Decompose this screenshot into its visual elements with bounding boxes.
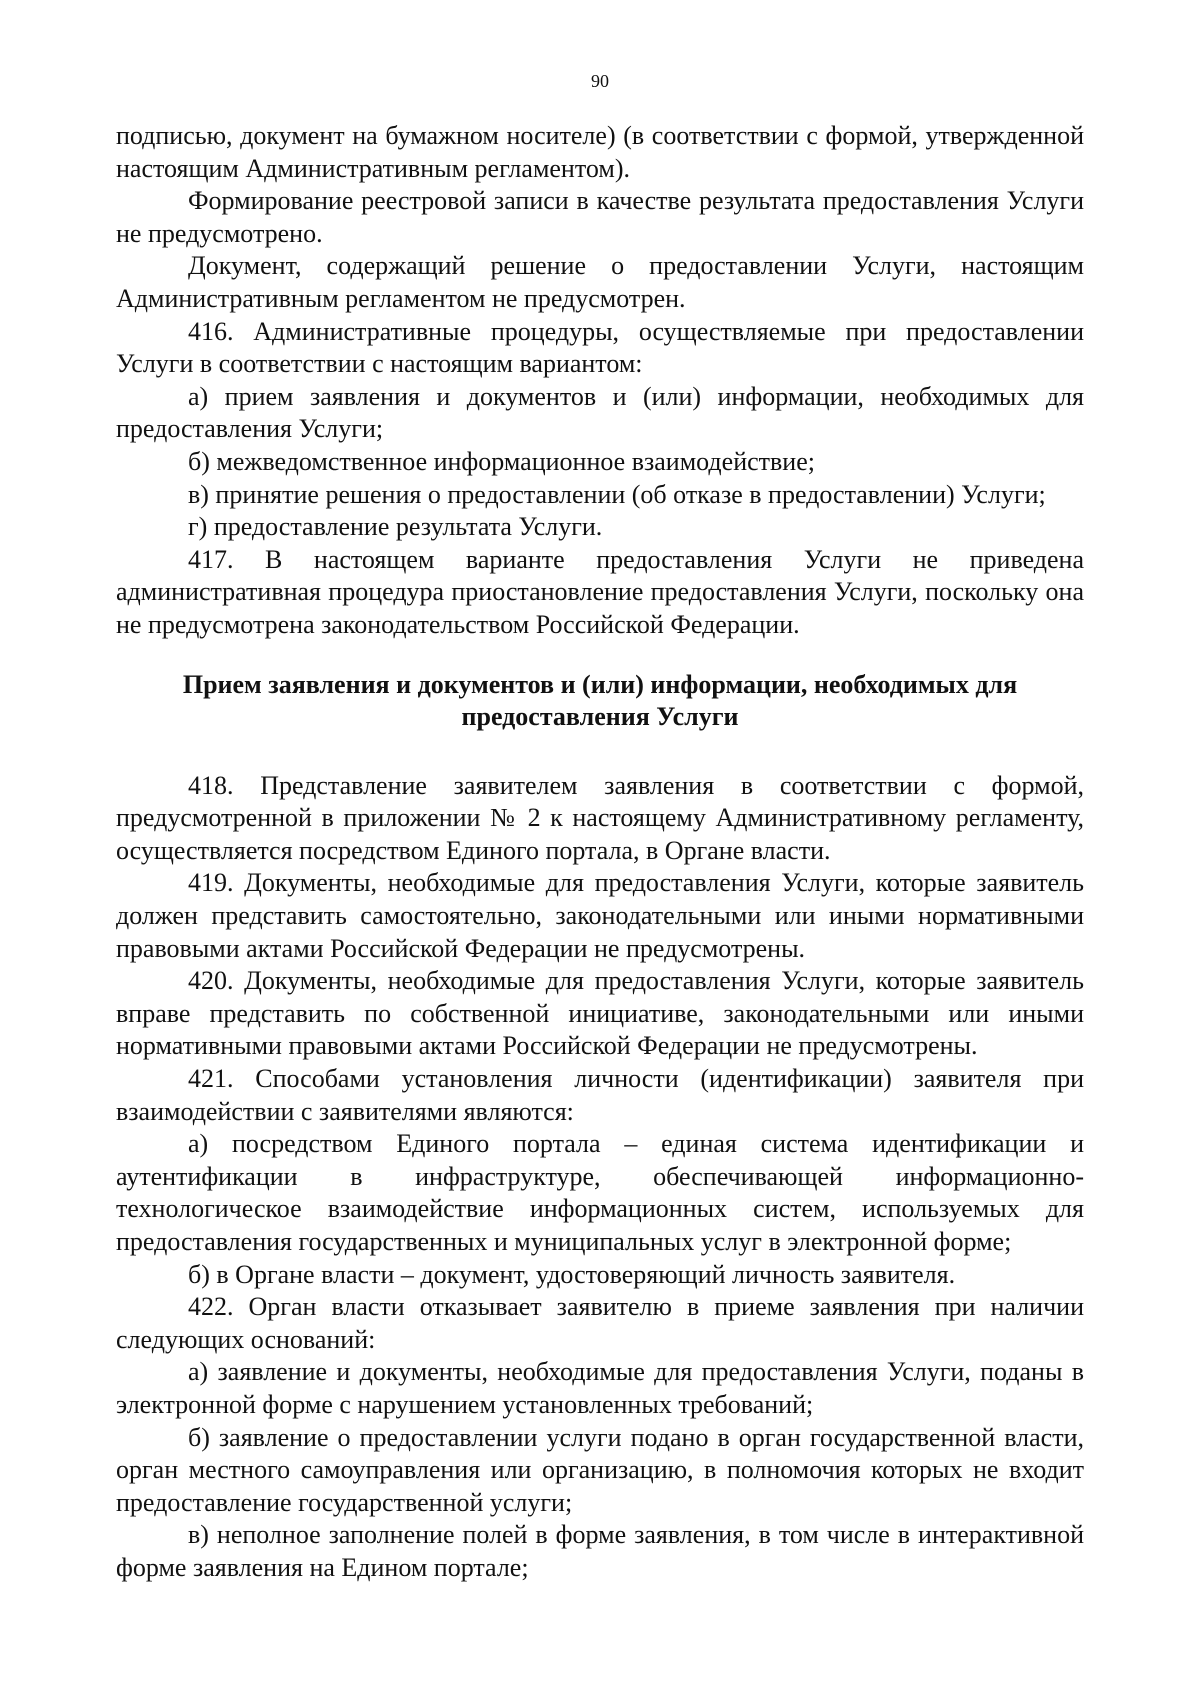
list-item: б) заявление о предоставлении услуги подано в орган государственной власти, орган местного самоуправления или организацию, в полномочия которых не входит предоставление государственной услуги; [116, 1422, 1084, 1517]
paragraph: 420. Документы, необходимые для предоставления Услуги, которые заявитель вправе представить по собственной инициативе, законодательными или иными нормативными правовыми актами Российской Федерации не предусмотрены. [116, 966, 1084, 1061]
paragraph: 422. Орган власти отказывает заявителю в приеме заявления при наличии следующих оснований: [116, 1292, 1084, 1354]
document-body [116, 120, 1084, 1585]
paragraph: 417. В настоящем варианте предоставления Услуги не приведена административная процедура приостановление предоставления Услуги, поскольку она не предусмотрена законодательством Российской Федерации. [116, 544, 1084, 639]
paragraph: Формирование реестровой записи в качестве результата предоставления Услуги не предусмотрено. [116, 186, 1084, 248]
list-item: б) межведомственное информационное взаимодействие; [188, 446, 815, 476]
paragraph: 421. Способами установления личности (идентификации) заявителя при взаимодействии с заявителями являются: [116, 1064, 1084, 1126]
paragraph: подписью, документ на бумажном носителе) (в соответствии с формой, утвержденной настоящим Административным регламентом). [116, 121, 1084, 183]
section-heading-line: предоставления Услуги [461, 702, 739, 732]
list-item: в) неполное заполнение полей в форме заявления, в том числе в интерактивной форме заявления на Едином портале; [116, 1520, 1084, 1582]
section-heading [116, 669, 1084, 734]
paragraph: 418. Представление заявителем заявления в соответствии с формой, предусмотренной в приложении № 2 к настоящему Административному регламенту, осуществляется посредством Единого портала, в Органе власти. [116, 770, 1084, 865]
list-item: а) посредством Единого портала – единая система идентификации и аутентификации в инфраструктуре, обеспечивающей информационно-технологическое взаимодействие информационных систем, используемых для предоставления государственных и муниципальных услуг в электронной форме; [116, 1129, 1084, 1256]
list-item: а) прием заявления и документов и (или) информации, необходимых для предоставления Услуги; [116, 381, 1084, 444]
section-heading-line: Прием заявления и документов и (или) информации, необходимых для [182, 669, 1018, 699]
paragraph: Документ, содержащий решение о предоставлении Услуги, настоящим Административным регламентом не предусмотрен. [116, 251, 1084, 313]
page-number: 90 [591, 71, 609, 91]
list-item: а) заявление и документы, необходимые для предоставления Услуги, поданы в электронной форме с нарушением установленных требований; [116, 1357, 1084, 1419]
list-item: в) принятие решения о предоставлении (об отказе в предоставлении) Услуги; [188, 479, 1046, 509]
paragraph: 416. Административные процедуры, осуществляемые при предоставлении Услуги в соответствии с настоящим вариантом: [116, 316, 1084, 379]
list-item: б) в Органе власти – документ, удостоверяющий личность заявителя. [188, 1259, 956, 1289]
paragraph: 419. Документы, необходимые для предоставления Услуги, которые заявитель должен представить самостоятельно, законодательными или иными нормативными правовыми актами Российской Федерации не предусмотрены. [116, 868, 1084, 963]
list-item: г) предоставление результата Услуги. [188, 512, 603, 542]
